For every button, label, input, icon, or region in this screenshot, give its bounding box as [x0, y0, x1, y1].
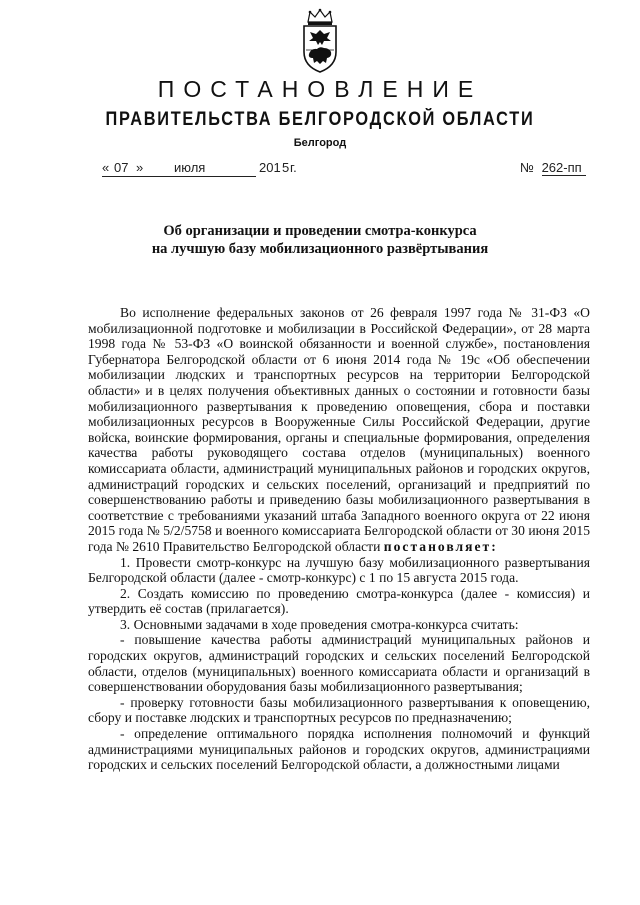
document-number [520, 160, 586, 176]
date-open-quote: « [102, 160, 110, 175]
item-3-a: - повышение качества работы администраций муниципальных районов и городских округов, администраций городских и сельских поселений Белгородской области, отделов (муниципальных) военного комиссариата области и организаций в совершенствовании оборудования базы мобилизационного развертывания; [88, 632, 590, 695]
number-label: № [520, 160, 534, 175]
subject-line-1: Об организации и проведении смотра-конкурса [163, 223, 477, 239]
date-day: 07 [114, 160, 129, 175]
date-close-quote: » [136, 160, 144, 175]
item-2: 2. Создать комиссию по проведению смотра-конкурса (далее - комиссия) и утвердить её состав (прилагается). [88, 585, 590, 617]
document-type-title: ПОСТАНОВЛЕНИЕ [157, 76, 483, 102]
item-3: 3. Основными задачами в ходе проведения смотра-конкурса считать: [120, 616, 519, 632]
document-subject [0, 222, 640, 258]
document-body [88, 305, 590, 773]
intro-text: Во исполнение федеральных законов от 26 февраля 1997 года № 31-ФЗ «О мобилизационной подготовке и мобилизации в Российской Федерации», от 28 марта 1998 года № 53-ФЗ «О воинской обязанности и военной службе», постановления Губернатора Белгородской области от 6 июня 2014 года № 19с «Об обеспечении мобилизации людских и транспортных ресурсов на территории Белгородской области» и в целях получения объективных данных о состоянии и готовности базы мобилизационного развертывания к проведению оповещения, сбора и поставки мобилизационных ресурсов в Вооруженные Силы Российской Федерации, другие войска, воинские формирования, органы и специальные формирования, определения качества работы руководящего состава отделов (муниципальных) военного комиссариата области, администраций муниципальных районов и городских округов, администраций городских и сельских поселений, организаций и предприятий по совершенствованию работы и приведению базы мобилизационного развертывания в соответствие с требованиями указаний штаба Западного военного округа от 22 июня 2015 года № 5/2/5758 и военного комиссариата Белгородской области от 30 июня 2015 года № 2610 Правительство Белгородской области [88, 305, 590, 554]
date-line [102, 160, 522, 180]
item-3-b: - проверку готовности базы мобилизационного развертывания к оповещению, сбору и поставке людских и транспортных ресурсов по предназначению; [88, 694, 590, 726]
day-underline [102, 176, 146, 177]
date-month: июля [174, 160, 206, 175]
item-1: 1. Провести смотр-конкурс на лучшую базу мобилизационного развертывания Белгородской области (далее - смотр-конкурс) с 1 по 15 августа 2015 года. [88, 554, 590, 586]
intro-paragraph [88, 305, 590, 555]
item-3-c: - определение оптимального порядка исполнения полномочий и функций администрациями муниципальных районов и городских округов, администрациями городских и сельских поселений Белгородской области, а должностными лицами [88, 726, 590, 773]
subject-line-2: на лучшую базу мобилизационного развёртывания [151, 241, 489, 257]
coat-of-arms-icon [296, 8, 344, 74]
issuing-authority: ПРАВИТЕЛЬСТВА БЕЛГОРОДСКОЙ ОБЛАСТИ [105, 109, 535, 130]
date-year-prefix: 201 [259, 160, 281, 175]
city-name: Белгород [293, 137, 347, 149]
month-underline [146, 176, 256, 177]
date-year-digit: 5 [282, 160, 290, 175]
date-year-suffix: г. [290, 160, 297, 175]
resolves-word: постановляет: [383, 538, 498, 554]
number-value: 262-пп [542, 160, 586, 176]
